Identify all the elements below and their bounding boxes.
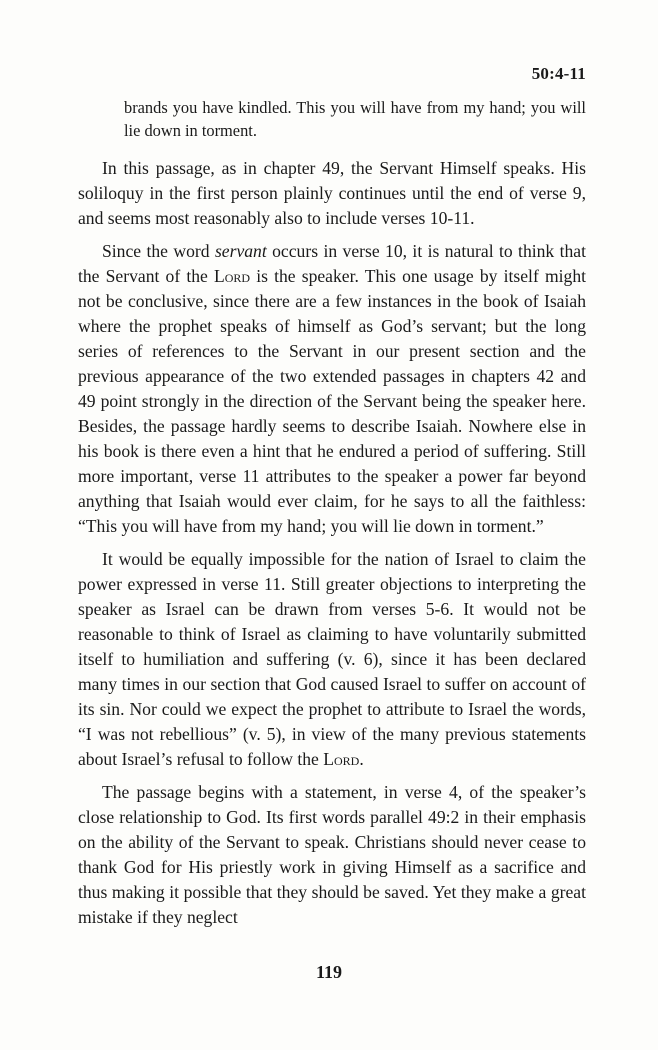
paragraph-2-text-a: Since the word (102, 241, 215, 261)
paragraph-2-text-c: is the speaker. This one usage by itself might not be conclusive, since there are a few instances in the book of Isaiah where the prophet speaks of himself as God’s servant; but the long series of references to the Servant in our present section and the previous appearance of the two extended passages in chapters 42 and 49 point strongly in the direction of the Servant being the speaker here. Besides, the passage hardly seems to describe Isaiah. Nowhere else in his book is there even a hint that he endured a period of suffering. Still more important, verse 11 attributes to the speaker a power far beyond anything that Isaiah would ever claim, for he says to all the faithless: “This you will have from my hand; you will lie down in torment.” (78, 266, 586, 536)
small-caps-lord: Lord (213, 266, 251, 286)
paragraph-1: In this passage, as in chapter 49, the Servant Himself speaks. His soliloquy in the first person plainly continues until the end of verse 9, and seems most reasonably also to include verses 10-11. (78, 158, 586, 228)
italic-servant: servant (214, 241, 267, 261)
quote-continuation: brands you have kindled. This you will have from my hand; you will lie down in torment. (124, 98, 586, 140)
paragraph-3 (78, 547, 586, 772)
small-caps-lord: Lord (323, 749, 360, 769)
paragraph-3-text-a: It would be equally impossible for the nation of Israel to claim the power expressed in verse 11. Still greater objections to interpreting the speaker as Israel can be drawn from verses 5-6. It would not be reasonable to think of Israel as claiming to have voluntarily submitted itself to humiliation and suffering (v. 6), since it has been declared many times in our section that God caused Israel to suffer on account of its sin. Nor could we expect the prophet to attribute to Israel the words, “I was not rebellious” (v. 5), in view of the many previous statements about Israel’s refusal to follow the (78, 549, 586, 769)
page-number: 119 (315, 962, 342, 982)
paragraph-4: The passage begins with a statement, in verse 4, of the speaker’s close relationship to God. Its first words parallel 49:2 in their emphasis on the ability of the Servant to speak. Christians should never cease to thank God for His priestly work in giving Himself as a sacrifice and thus making it possible that they should be saved. Yet they make a great mistake if they neglect (78, 782, 586, 927)
body-text (78, 96, 586, 938)
paragraph-2 (78, 239, 586, 539)
paragraph-2-text-b: occurs in verse 10, it is natural to think that the Servant of the (78, 241, 587, 286)
paragraph-3-text-b: . (359, 749, 364, 769)
running-head: 50:4-11 (531, 64, 586, 83)
